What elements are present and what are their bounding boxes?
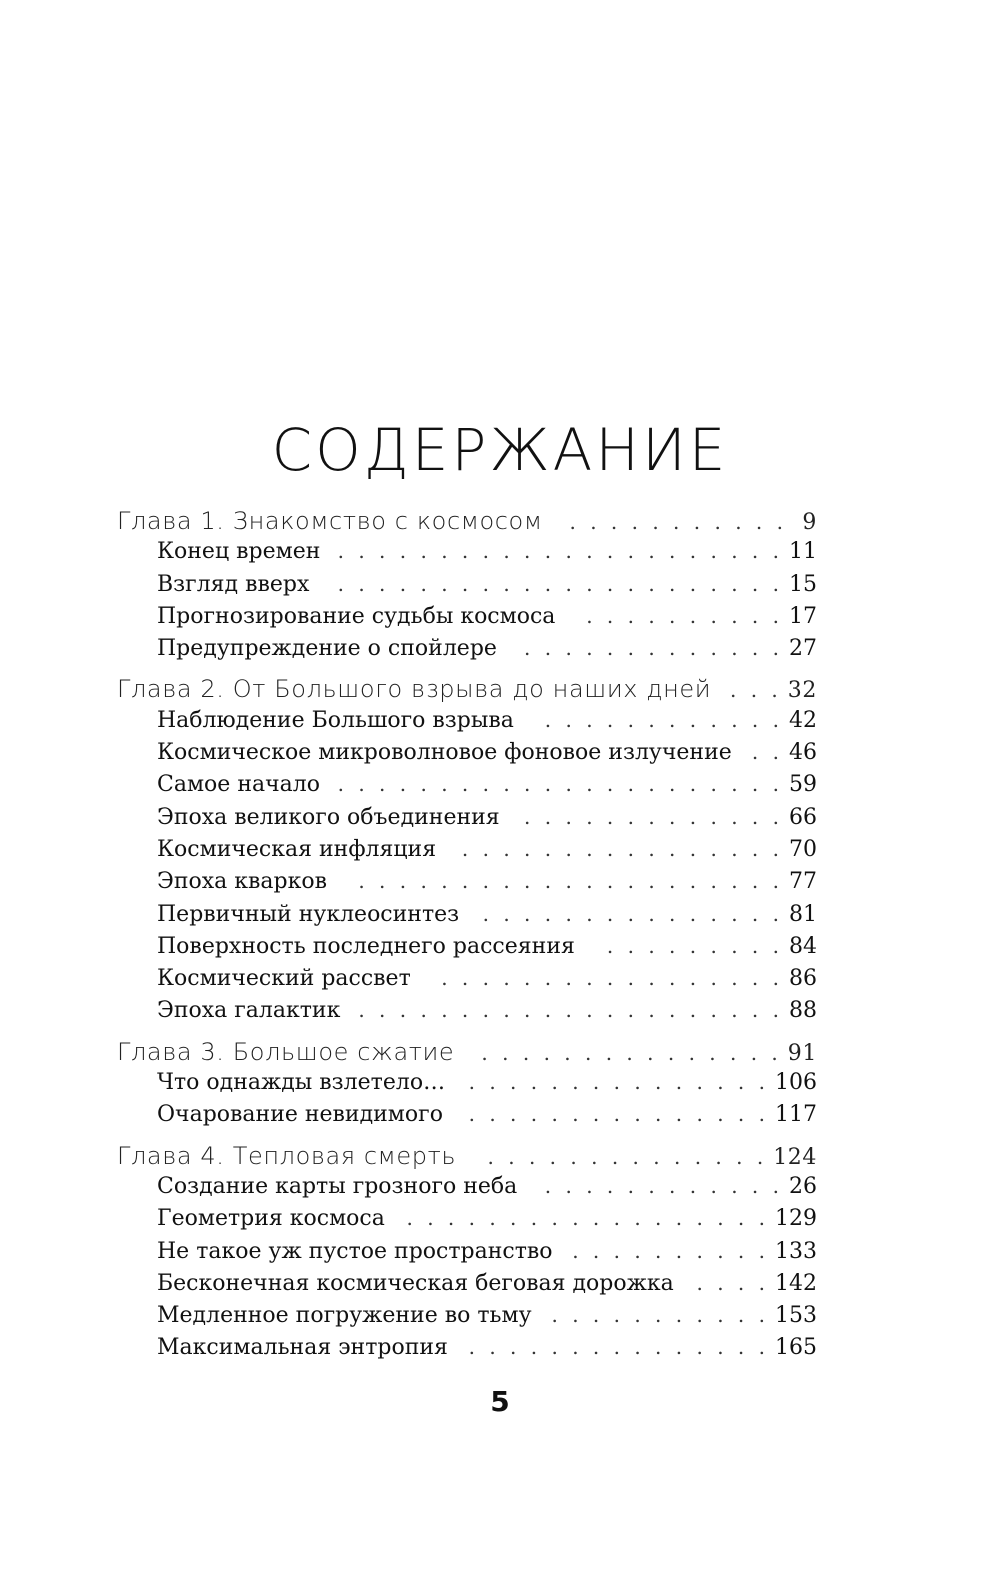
toc-chapter-entry[interactable] bbox=[117, 1142, 817, 1174]
toc-entry-title: Предупреждение о спойлере bbox=[157, 636, 497, 662]
toc-entry-title: Глава 2. От Большого взрыва до наших дней bbox=[117, 675, 712, 704]
toc-entry-title: Что однажды взлетело… bbox=[157, 1070, 446, 1096]
toc-entry-page: 15 bbox=[789, 571, 817, 597]
toc-entry-page: 165 bbox=[775, 1335, 817, 1361]
toc-entry-page: 66 bbox=[789, 804, 817, 830]
toc-entry-title: Медленное погружение во тьму bbox=[157, 1303, 532, 1329]
toc-entry-title: Космический рассвет bbox=[157, 966, 411, 992]
toc-entry-page: 86 bbox=[789, 966, 817, 992]
toc-entry-page: 91 bbox=[787, 1040, 817, 1066]
toc-entry-page: 77 bbox=[789, 869, 817, 895]
toc-section-entry[interactable] bbox=[117, 1206, 817, 1238]
dot-leader bbox=[325, 572, 783, 596]
dot-leader bbox=[516, 805, 783, 829]
dot-leader bbox=[464, 1335, 769, 1359]
toc-entry-title: Поверхность последнего рассеяния bbox=[157, 933, 575, 959]
toc-entry-page: 17 bbox=[789, 603, 817, 629]
toc-entry-page: 117 bbox=[775, 1102, 817, 1128]
toc-section-entry[interactable] bbox=[117, 966, 817, 998]
toc-entry-title: Конец времен bbox=[157, 539, 321, 565]
toc-entry-page: 84 bbox=[789, 933, 817, 959]
toc-entry-page: 26 bbox=[789, 1173, 817, 1199]
dot-leader bbox=[452, 837, 783, 861]
dot-leader bbox=[459, 1102, 769, 1126]
toc-chapter-entry[interactable] bbox=[117, 1038, 817, 1070]
toc-entry-title: Бесконечная космическая беговая дорожка bbox=[157, 1270, 674, 1296]
toc-entry-title: Прогнозирование судьбы космоса bbox=[157, 603, 556, 629]
toc-entry-page: 133 bbox=[775, 1238, 817, 1264]
toc-entry-title: Взгляд вверх bbox=[157, 571, 310, 597]
dot-leader bbox=[559, 510, 787, 534]
toc-section-entry[interactable] bbox=[117, 1303, 817, 1335]
toc-entry-title: Глава 3. Большое сжатие bbox=[117, 1037, 455, 1066]
toc-entry-title: Самое начало bbox=[157, 772, 320, 798]
dot-leader bbox=[356, 998, 783, 1022]
page-number: 5 bbox=[490, 1385, 510, 1418]
toc-entry-page: 59 bbox=[789, 772, 817, 798]
toc-section-entry[interactable] bbox=[117, 934, 817, 966]
toc-entry-page: 81 bbox=[789, 901, 817, 927]
toc-section-entry[interactable] bbox=[117, 1070, 817, 1102]
dot-leader bbox=[475, 902, 783, 926]
toc-entry-title: Максимальная энтропия bbox=[157, 1335, 448, 1361]
dot-leader bbox=[591, 934, 783, 958]
dot-leader bbox=[472, 1145, 767, 1169]
toc-entry-title: Космическая инфляция bbox=[157, 836, 437, 862]
toc-entry-title: Наблюдение Большого взрыва bbox=[157, 707, 514, 733]
toc-section-entry[interactable] bbox=[117, 708, 817, 740]
toc-section-entry[interactable] bbox=[117, 636, 817, 668]
toc-entry-title: Космическое микроволновое фоновое излучение bbox=[157, 740, 732, 766]
dot-leader bbox=[533, 1174, 783, 1198]
toc-entry-title: Геометрия космоса bbox=[157, 1206, 385, 1232]
dot-leader bbox=[548, 1303, 769, 1327]
dot-leader bbox=[470, 1041, 782, 1065]
toc-section-entry[interactable] bbox=[117, 572, 817, 604]
toc-entry-page: 124 bbox=[773, 1144, 817, 1170]
toc-entry-page: 142 bbox=[775, 1270, 817, 1296]
toc-entry-title: Создание карты грозного неба bbox=[157, 1173, 518, 1199]
toc-section-entry[interactable] bbox=[117, 998, 817, 1030]
toc-entry-title: Глава 1. Знакомство с космосом bbox=[117, 507, 543, 535]
toc-section-entry[interactable] bbox=[117, 539, 817, 571]
dot-leader bbox=[513, 636, 783, 660]
toc-entry-page: 27 bbox=[789, 636, 817, 662]
page-title: СОДЕРЖАНИЕ bbox=[271, 416, 729, 484]
toc-section-entry[interactable] bbox=[117, 837, 817, 869]
dot-leader bbox=[530, 708, 783, 732]
dot-leader bbox=[571, 604, 783, 628]
dot-leader bbox=[569, 1239, 770, 1263]
dot-leader bbox=[748, 740, 783, 764]
toc-entry-page: 106 bbox=[775, 1070, 817, 1096]
toc-entry-title: Очарование невидимого bbox=[157, 1102, 443, 1128]
toc-section-entry[interactable] bbox=[117, 1271, 817, 1303]
dot-leader bbox=[336, 772, 783, 796]
toc-section-entry[interactable] bbox=[117, 740, 817, 772]
table-of-contents bbox=[117, 507, 817, 1368]
toc-entry-title: Эпоха галактик bbox=[157, 998, 341, 1024]
toc-entry-title: Глава 4. Тепловая смерть bbox=[117, 1141, 457, 1170]
toc-section-entry[interactable] bbox=[117, 1335, 817, 1367]
dot-leader bbox=[461, 1070, 769, 1094]
dot-leader bbox=[690, 1271, 769, 1295]
toc-section-entry[interactable] bbox=[117, 805, 817, 837]
toc-entry-page: 9 bbox=[802, 510, 817, 535]
toc-entry-title: Эпоха кварков bbox=[157, 869, 327, 895]
dot-leader bbox=[343, 869, 783, 893]
toc-section-entry[interactable] bbox=[117, 869, 817, 901]
toc-section-entry[interactable] bbox=[117, 1239, 817, 1271]
toc-entry-page: 32 bbox=[787, 678, 817, 704]
toc-chapter-entry[interactable] bbox=[117, 507, 817, 539]
toc-entry-page: 42 bbox=[789, 707, 817, 733]
toc-entry-page: 153 bbox=[775, 1303, 817, 1329]
toc-entry-page: 46 bbox=[789, 740, 817, 766]
toc-entry-page: 70 bbox=[789, 836, 817, 862]
toc-entry-title: Не такое уж пустое пространство bbox=[157, 1238, 553, 1264]
toc-chapter-entry[interactable] bbox=[117, 675, 817, 707]
toc-section-entry[interactable] bbox=[117, 1174, 817, 1206]
toc-section-entry[interactable] bbox=[117, 772, 817, 804]
toc-entry-title: Эпоха великого объединения bbox=[157, 804, 500, 830]
toc-section-entry[interactable] bbox=[117, 604, 817, 636]
toc-entry-page: 129 bbox=[775, 1206, 817, 1232]
toc-section-entry[interactable] bbox=[117, 1102, 817, 1134]
toc-section-entry[interactable] bbox=[117, 902, 817, 934]
toc-entry-page: 88 bbox=[789, 998, 817, 1024]
toc-entry-page: 11 bbox=[789, 539, 817, 565]
toc-entry-title: Первичный нуклеосинтез bbox=[157, 901, 460, 927]
dot-leader bbox=[727, 678, 782, 702]
dot-leader bbox=[427, 966, 783, 990]
dot-leader bbox=[401, 1206, 769, 1230]
dot-leader bbox=[336, 539, 783, 563]
